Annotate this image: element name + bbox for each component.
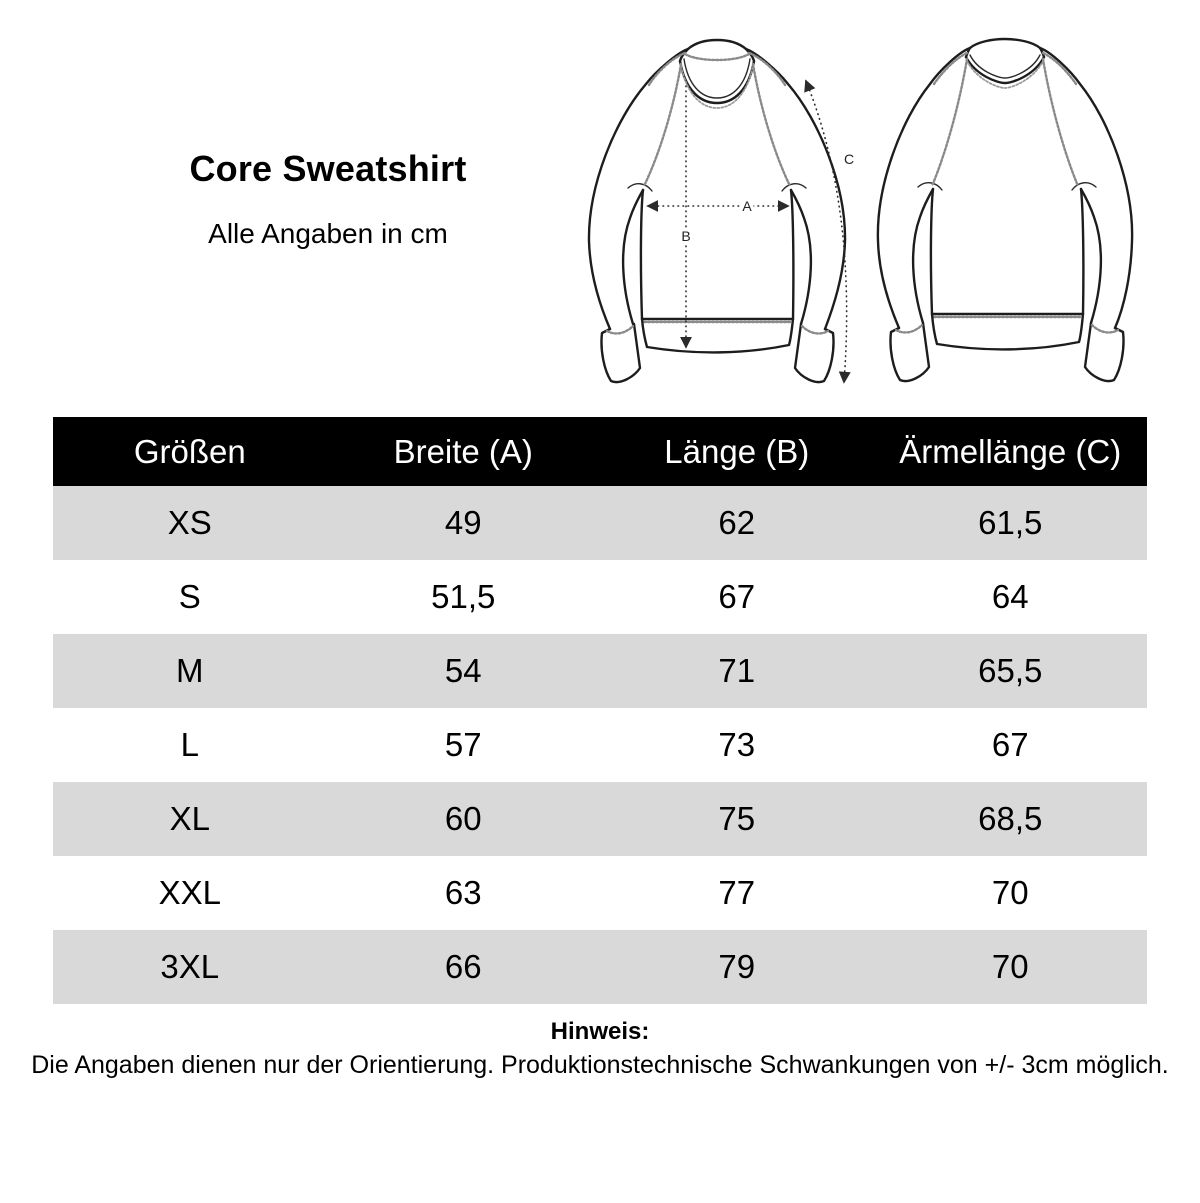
header-row [53,417,1147,486]
sleeve-value: 67 [991,726,1029,763]
measure-label-c: C [843,151,855,167]
size-label: S [178,578,201,615]
sleeve-value: 70 [991,874,1029,911]
sleeve-value: 65,5 [978,652,1043,689]
width-value: 49 [444,504,482,541]
footer-note [0,1018,1200,1080]
measure-label-a: A [742,198,752,214]
size-table-body [53,486,1147,1004]
size-label: L [180,726,199,763]
length-value: 75 [718,800,756,837]
width-value: 60 [444,800,482,837]
page-title: Core Sweatshirt [189,148,467,189]
size-label: 3XL [160,948,220,985]
size-label: XS [167,504,212,541]
width-value: 63 [444,874,482,911]
size-label: M [176,652,204,689]
note-text: Die Angaben dienen nur der Orientierung. Produktionstechnische Schwankungen von +/- 3cm möglich. [31,1051,1169,1079]
sweatshirt-back-diagram [858,28,1178,398]
col-header-length: Länge (B) [600,417,874,486]
page-subtitle: Alle Angaben in cm [208,218,448,249]
sweatshirt-front-drawing [560,28,880,398]
table-row-3xl [53,930,1147,1004]
measure-label-b: B [681,228,691,244]
length-value: 73 [718,726,756,763]
length-value: 79 [718,948,756,985]
col-header-width: Breite (A) [327,417,601,486]
size-label: XL [169,800,210,837]
length-value: 77 [718,874,756,911]
size-label: XXL [158,874,221,911]
col-header-sizes: Größen [53,417,327,486]
table-row-s [53,560,1147,634]
width-value: 54 [444,652,482,689]
length-value: 71 [718,652,756,689]
sleeve-value: 70 [991,948,1029,985]
col-header-sleeve: Ärmellänge (C) [874,417,1148,486]
size-table-header [53,417,1147,486]
width-value: 51,5 [431,578,496,615]
sweatshirt-front-diagram [560,28,880,398]
sleeve-value: 68,5 [978,800,1043,837]
sleeve-value: 61,5 [978,504,1043,541]
length-value: 67 [718,578,756,615]
table-row-xs [53,486,1147,560]
table-row-m [53,634,1147,708]
length-value: 62 [718,504,756,541]
note-title: Hinweis: [550,1018,650,1045]
table-row-l [53,708,1147,782]
width-value: 66 [444,948,482,985]
sweatshirt-back-drawing [858,28,1178,398]
table-row-xl [53,782,1147,856]
width-value: 57 [444,726,482,763]
sleeve-value: 64 [991,578,1029,615]
title-block [88,148,568,250]
table-row-xxl [53,856,1147,930]
size-table [53,417,1147,1004]
